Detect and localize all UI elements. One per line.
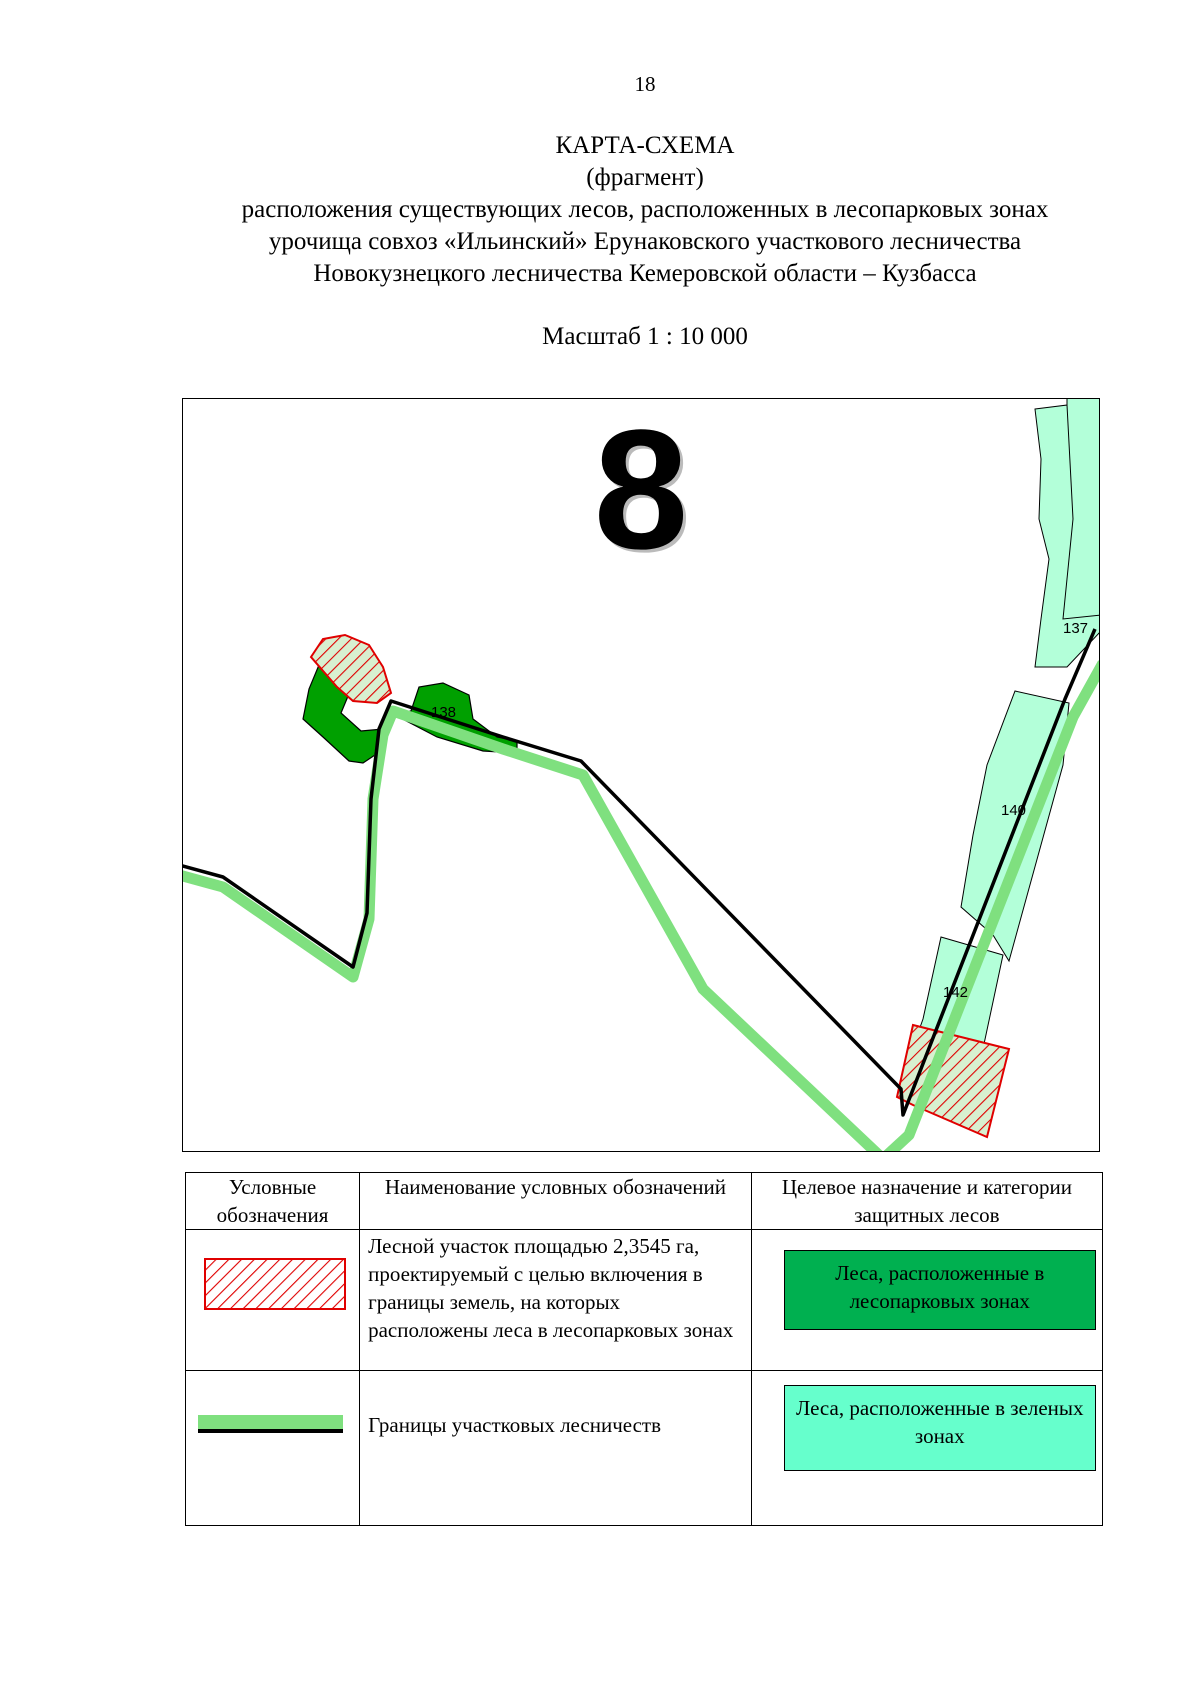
heading-line-4: урочища совхоз «Ильинский» Ерунаковского участкового лесничества	[268, 228, 1022, 255]
legend-header-name: Наименование условных обозначений	[360, 1173, 752, 1230]
map-sheet-number: 8	[593, 398, 689, 585]
legend-header-row	[186, 1173, 1103, 1230]
plot-label-138: 138	[431, 704, 457, 721]
legend-description: Границы участковых лесничеств	[360, 1371, 752, 1526]
map-heading	[0, 130, 1200, 290]
plot-label-137: 137	[1063, 620, 1089, 637]
legend-table	[185, 1172, 1103, 1526]
legend-description: Лесной участок площадью 2,3545 га, проектируемый с целью включения в границы земель, на которых расположены леса в лесопарковых зонах	[360, 1230, 752, 1371]
green-zone-category-box: Леса, расположенные в зеленых зонах	[784, 1385, 1096, 1471]
heading-line-5: Новокузнецкого лесничества Кемеровской области – Кузбасса	[313, 260, 977, 287]
red-hatch-icon	[204, 1258, 346, 1310]
heading-line-2: (фрагмент)	[586, 164, 704, 191]
map-frame	[182, 398, 1100, 1152]
legend-row	[186, 1230, 1103, 1371]
plot-label-140: 140	[1001, 802, 1027, 819]
legend-header-category: Целевое назначение и категории защитных лесов	[751, 1173, 1102, 1230]
legend-symbol-cell	[186, 1230, 360, 1371]
page-number: 18	[634, 72, 656, 96]
boundary-line-icon	[198, 1415, 343, 1437]
park-forest-category-box: Леса, расположенные в лесопарковых зонах	[784, 1250, 1096, 1330]
legend-row	[186, 1371, 1103, 1526]
legend-category-cell	[751, 1230, 1102, 1371]
plot-label-142: 142	[943, 984, 969, 1001]
legend-symbol-cell	[186, 1371, 360, 1526]
map-scale: Масштаб 1 : 10 000	[542, 323, 748, 350]
legend-header-symbol: Условные обозначения	[186, 1173, 360, 1230]
heading-line-1: КАРТА-СХЕМА	[555, 132, 735, 159]
heading-line-3: расположения существующих лесов, расположенных в лесопарковых зонах	[241, 196, 1049, 223]
legend-category-cell	[751, 1371, 1102, 1526]
